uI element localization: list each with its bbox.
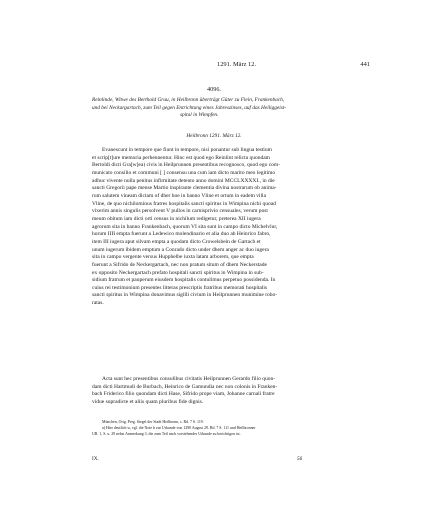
footnotes: [92, 419, 372, 437]
page-header: [92, 61, 370, 71]
body-line: sidium fratrum et pauperum eiusdem hospitalis contulimus perpetuo possidenda. In: [92, 277, 276, 284]
body-line: horum IIII empta fuerunt a Ledewico molendinario et alia duo ab Heinrico fabro,: [92, 231, 271, 238]
body-line: item III iugera aput silvam empta a quodam dicto Crowelsbein de Gartach et: [92, 238, 261, 245]
body-line: agrorum sita in banno Frankenbach, quorum VI sita sunt in campo dicto Michelvlur,: [92, 223, 278, 230]
document-body: [92, 147, 372, 308]
body-line: ratas.: [92, 300, 104, 307]
body-line: unum iugerum ibidem emptum a Conrado dicto under dhem anger ac duo iugera: [92, 246, 269, 253]
body-line: Bertoldi dicti Gra[w]ea) civis in Heilprunnen presentibus recognosco, quod ego com-: [92, 162, 281, 169]
dateline: Heilbronn 1291. März 12.: [186, 133, 242, 139]
body-line: rum salutem vineam dictam of dher hoe in banno Vline et ortum in eadem villa: [92, 192, 267, 199]
regest-line: Reinlinde, Witwe des Berthold Grau, in Heilbronn überträgt Güter zu Flein, Frankenbach,: [92, 97, 285, 103]
body-line: sita in campo vergente versus Hupphelbe iuxta latam arborem, que empta: [92, 254, 254, 261]
body-line: municato consilio et communi [ ] consensu una cum iam dicto marito meo legitimo: [92, 169, 276, 176]
body-line: cuius rei testimonium presentes litteras prescriptis fratribus memorati hospitalis: [92, 284, 268, 291]
body-line: meum obitum iam dicti orti census in nichilum redigetur, preterea XII iugera: [92, 215, 261, 222]
witness-line: Acta sunt hec presentibus consulibus civitatis Heilprunnen Gerardo filio quon-: [102, 376, 276, 382]
page-number: 441: [360, 61, 370, 68]
footnote-line: UB. 1, S. u. 29 nebst Anmerkung 3, die zum Teil nach vorstehender Urkunde zu berichtigen ist.: [92, 432, 241, 436]
regest-line: spital in Wimpfen.: [180, 112, 219, 119]
footnote-line: München, Orig. Perg. Siegel der Stadt Heilbronn, s. Bd. 7 S. 119.: [102, 420, 204, 424]
document-number: 4096.: [207, 86, 221, 93]
regest: [92, 97, 370, 120]
witness-line: vidue supradicte et aliis quam pluribus fide dignis.: [92, 398, 204, 405]
witness-line: bach Friderico filio quondam dicti Hase, Sifrido prope viam, Johanne carnali fratre: [92, 391, 275, 398]
header-date: 1291. März 12.: [217, 61, 257, 68]
body-line: adhuc vivente nulla penitus infirmitate detento anno domini MCCLXXXXI., in die: [92, 177, 275, 184]
volume-signature: IX.: [92, 456, 99, 462]
body-line: sancti Gregorii pape mense Martio inspirante clementia divina nostrarum ob anima-: [92, 185, 277, 192]
body-line: vixerim annis singulis persolvent V pullos in carnisprivio censuales, verum post: [92, 208, 268, 215]
body-line: Vline, de quo nichilominus fratres hospitalis sancti spiritus in Wimpina nichi quoad: [92, 200, 276, 207]
footnote-line: a) Hier deutlich w, vgl. die Note b zur Urkunde von 1290 August 29. Bd. 7 S. 111 und Heilbronner: [102, 426, 256, 430]
body-line: Evanescunt in tempore que fiunt in tempore, nisi ponantur sub lingua testium: [102, 147, 272, 153]
body-line: ex opposito Neckergartach prefato hospitali sancti spiritus in Wimpina in sub-: [92, 269, 264, 276]
body-line: fuerunt a Sifrido de Neckergartach, nec non pratum situm of dhem Neckerstade: [92, 261, 267, 268]
witnesses-paragraph: [92, 376, 372, 407]
body-line: sancti spiritus in Wimpina donavimus sigilli civium in Heilprunnen munimine robo-: [92, 292, 278, 299]
sheet-mark: 56: [297, 456, 303, 462]
witness-line: dam dicti Hartmudi de Burbach, Heinrico de Gamundia nec non colonis in Franken-: [92, 383, 278, 390]
body-line: et scrip[t]ure memoria perhennentur. Hinc est quod ego Reinlint relicta quondam: [92, 154, 270, 161]
regest-line: und bei Neckargartach, zum Teil gegen Entrichtung eines Jahreszinses, auf das Heiliggeist-: [92, 104, 287, 111]
